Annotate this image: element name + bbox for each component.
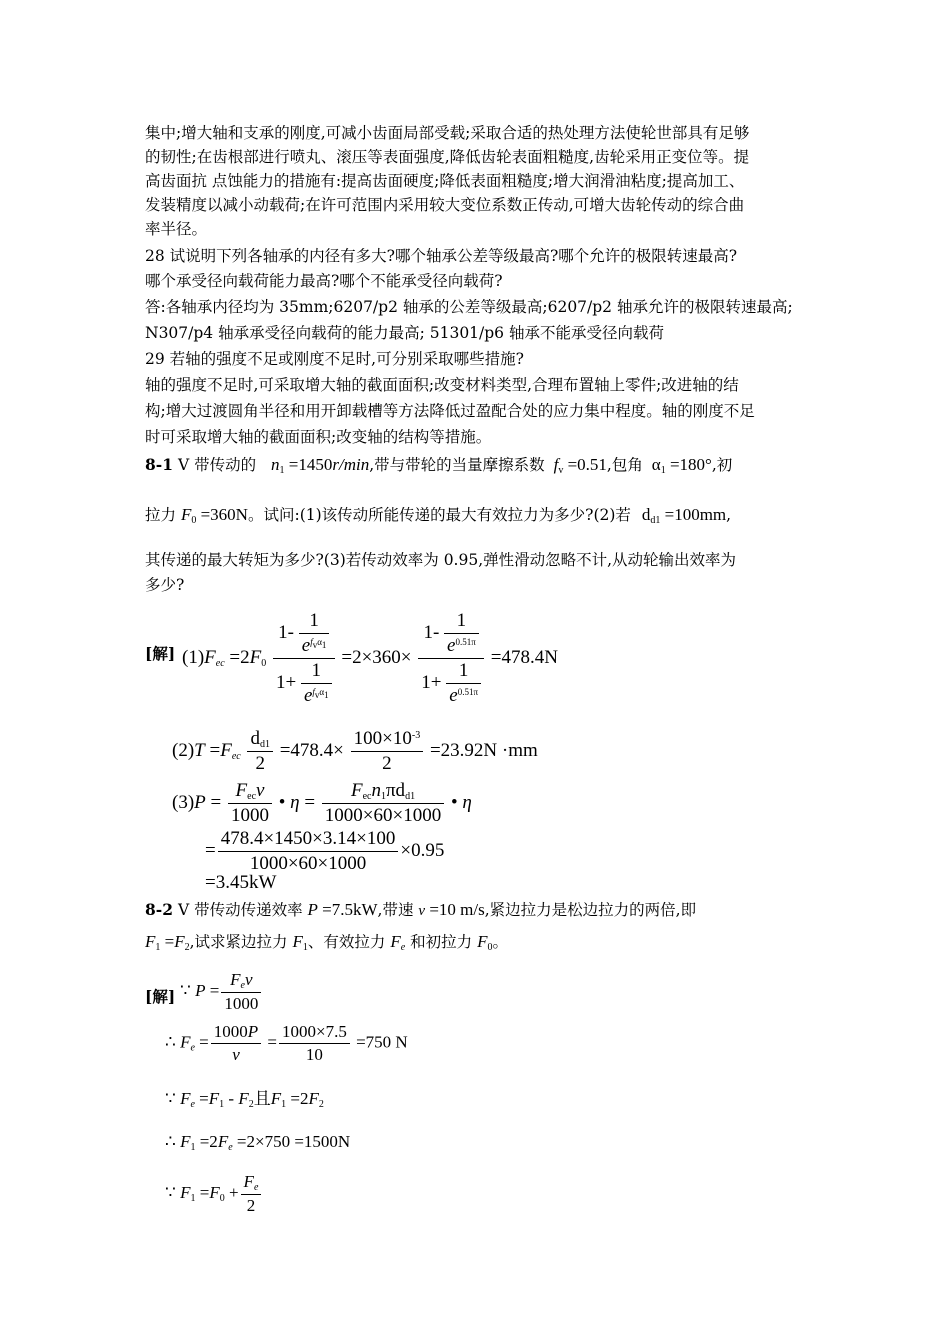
equation-step-2: $(2)T =F_{ec}$ $\frac{d_{d1}}{2}$ =478.4× $\frac{100\times 10^{-3}}{2}$ =23.92N ·mm: [172, 728, 538, 774]
paragraph-line: 发装精度以减小动载荷;在许可范围内采用较大变位系数正传动,可增大齿轮传动的综合曲: [145, 196, 745, 214]
fv-formula: $f_v =0.51$: [553, 455, 607, 476]
answer-28: 答:各轴承内径均为 35mm;6207/p2 轴承的公差等级最高;6207/p2 轴承允许的极限转速最高;: [145, 298, 793, 316]
answer-29-cont: 时可采取增大轴的截面面积;改变轴的结构等措施。: [145, 428, 492, 446]
answer-28-cont: N307/p4 轴承承受径向载荷的能力最高; 51301/p6 轴承不能承受径向载荷: [145, 324, 664, 342]
question-28-cont: 哪个承受径向载荷能力最高?哪个不能承受径向载荷?: [145, 272, 503, 290]
equation-step-3-cont: = $\frac{478.4\times 1450\times 3.14\times 100}{1000\times 60\times 1000}$ ×0.95: [205, 828, 445, 874]
equation-step-3: (3)P = $\frac{F_{ec}v}{1000}$ • η = $\frac{F_{ec}n_1\pi d_{d1}}{1000\times 60\times 1000}$ • η: [172, 780, 472, 826]
f0-formula: $F_0 =360N$: [180, 505, 248, 526]
equation-82-4: ∴ $F_1 =2F_e =2\times 750 =1500N$: [165, 1132, 351, 1153]
tension-relation: $F_1 =F_2$: [145, 932, 190, 953]
dd1-formula: $d_{d1} =100mm$: [641, 505, 727, 526]
paragraph-line: 高齿面抗 点蚀能力的措施有:提高齿面硬度;降低表面粗糙度;增大润滑油粘度;提高加工、: [145, 172, 745, 190]
velocity-formula: v =10 m/s: [418, 900, 485, 919]
problem-label: 8-1: [145, 455, 174, 474]
solution-label: [解]: [145, 644, 176, 663]
answer-29-cont: 构;增大过渡圆角半径和用开卸载槽等方法降低过盈配合处的应力集中程度。轴的刚度不足: [145, 402, 755, 420]
problem-8-1-line1: 8-1 V 带传动的 $n_1 =1450r/\min$,带与带轮的当量摩擦系数 $f_v =0.51$,包角 $\alpha_1 =180^\circ$,初: [145, 455, 733, 476]
fraction: 1- $\frac{1}{e^{f_v\alpha_1}}$ 1+ $\frac{1}{e^{f_v\alpha_1}}$: [273, 610, 335, 707]
problem-8-1-line4: 多少?: [145, 576, 185, 594]
equation-82-2: ∴ $F_e$ = $\frac{1000P}{v}$ = $\frac{1000\times 7.5}{10}$ =750 N: [165, 1022, 408, 1064]
equation-step-1: $(1)F_{ec} =2F_0$ 1- $\frac{1}{e^{f_v\alpha_1}}$ 1+ $\frac{1}{e^{f_v\alpha_1}}$ =2×360× 1- $\frac{1}{e^{0.51\pi}}$ 1+ $\frac{1}{e^{0.51\pi}}$ =478.4N: [182, 610, 558, 706]
problem-8-2-line1: 8-2 V 带传动传递效率 P =7.5kW,带速 v =10 m/s,紧边拉力是松边拉力的两倍,即: [145, 900, 697, 919]
question-29: 29 若轴的强度不足或刚度不足时,可分别采取哪些措施?: [145, 350, 524, 368]
equation-82-3: ∵ $F_e =F_1 - F_2$且$F_1 =2F_2$: [165, 1089, 324, 1110]
equation-82-1: ∵ P = $\frac{F_ev}{1000}$: [180, 970, 263, 1014]
alpha-formula: $\alpha_1 =180^\circ$: [651, 455, 712, 476]
problem-8-1-line3: 其传递的最大转矩为多少?(3)若传动效率为 0.95,弹性滑动忽略不计,从动轮输出效率为: [145, 551, 737, 569]
paragraph-line: 集中;增大轴和支承的刚度,可减小齿面局部受载;采取合适的热处理方法使轮世部具有足够: [145, 124, 750, 142]
fraction: 1- $\frac{1}{e^{0.51\pi}}$ 1+ $\frac{1}{e^{0.51\pi}}$: [418, 610, 484, 707]
answer-29: 轴的强度不足时,可采取增大轴的截面面积;改变材料类型,合理布置轴上零件;改进轴的结: [145, 376, 739, 394]
problem-8-2-line2: $F_1 =F_2$,试求紧边拉力 $F_1$、有效拉力 $F_e$ 和初拉力 $F_0$。: [145, 932, 508, 953]
solution-label: [解]: [145, 987, 176, 1006]
question-28: 28 试说明下列各轴承的内径有多大?哪个轴承公差等级最高?哪个允许的极限转速最高?: [145, 247, 738, 265]
problem-8-1-line2: 拉力 $F_0 =360N$。试问:(1)该传动所能传递的最大有效拉力为多少?(2)若 $d_{d1} =100mm$,: [145, 505, 732, 526]
equation-82-5: ∵ $F_1 =F_0$ + $\frac{F_e}{2}$: [165, 1172, 263, 1216]
n1-formula: $n_1 =1450r/\min$: [271, 455, 370, 476]
paragraph-line: 率半径。: [145, 220, 208, 238]
equation-step-3-result: =3.45kW: [205, 872, 277, 893]
paragraph-line: 的韧性;在齿根部进行喷丸、滚压等表面强度,降低齿轮表面粗糙度,齿轮采用正变位等。提: [145, 148, 750, 166]
power-formula: P =7.5kW: [307, 900, 378, 919]
